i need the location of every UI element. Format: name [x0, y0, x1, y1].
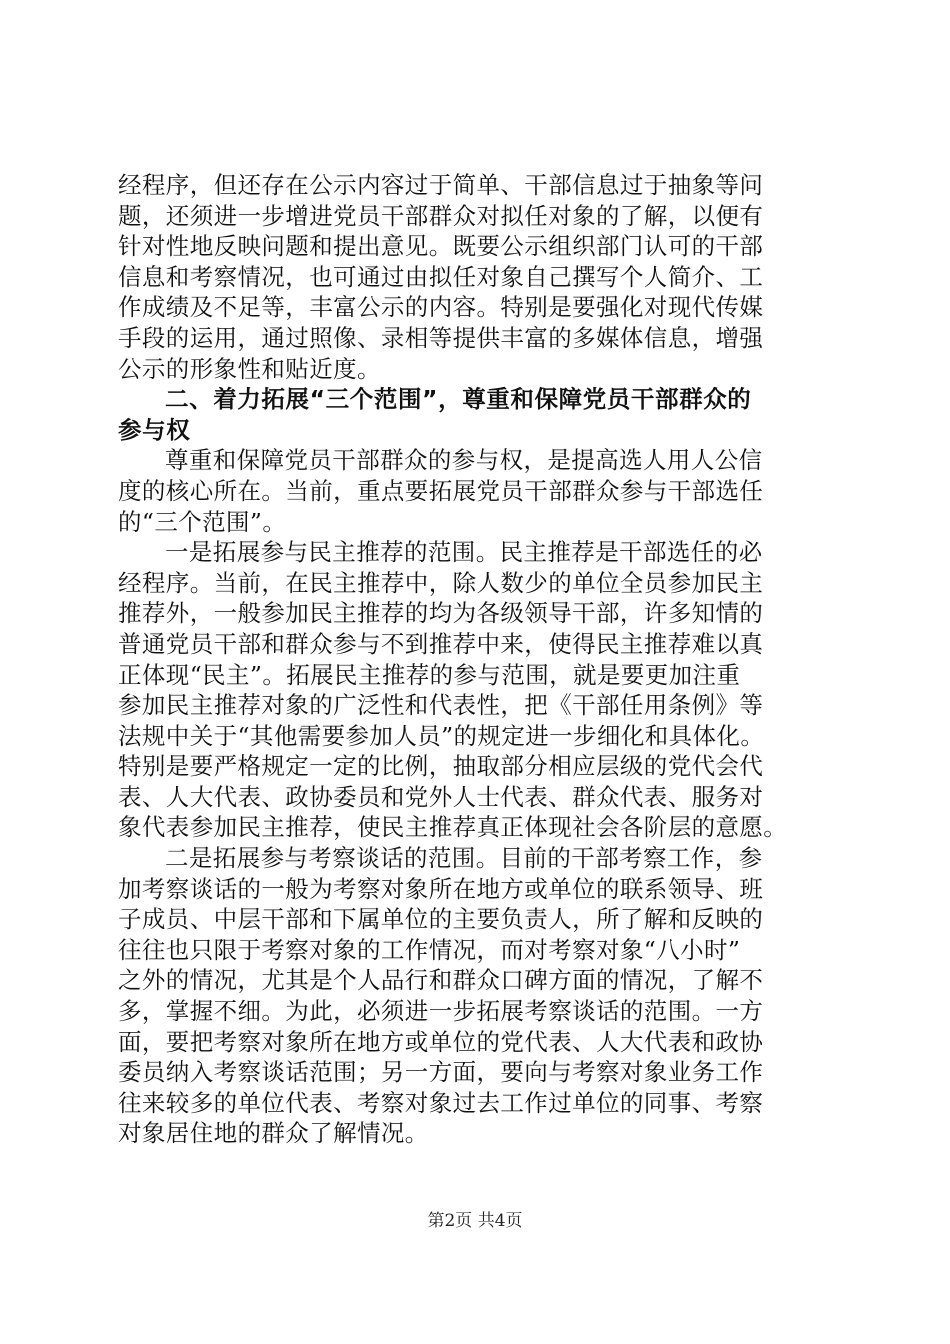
- body-text-line: 经程序。当前，在民主推荐中，除人数少的单位全员参加民主: [118, 568, 764, 597]
- body-text-line: 推荐外，一般参加民主推荐的均为各级领导干部，许多知情的: [118, 599, 764, 628]
- body-text-line: 普通党员干部和群众参与不到推荐中来，使得民主推荐难以真: [118, 629, 764, 658]
- body-text-line: 委员纳入考察谈话范围；另一方面，要向与考察对象业务工作: [118, 1058, 764, 1087]
- body-text-line: 特别是要严格规定一定的比例，抽取部分相应层级的党代会代: [118, 752, 764, 781]
- body-text-line: 子成员、中层干部和下属单位的主要负责人，所了解和反映的: [118, 905, 764, 934]
- body-text-line: 表、人大代表、政协委员和党外人士代表、群众代表、服务对: [118, 782, 764, 811]
- body-text-line: 往往也只限于考察对象的工作情况，而对考察对象“八小时”: [118, 935, 741, 964]
- body-text-line: 一是拓展参与民主推荐的范围。民主推荐是干部选任的必: [165, 538, 763, 567]
- body-text-line: 尊重和保障党员干部群众的参与权，是提高选人用人公信: [165, 446, 763, 475]
- section-heading-line: 二、着力拓展“三个范围”，尊重和保障党员干部群众的: [165, 385, 752, 414]
- body-text-line: 题，还须进一步增进党员干部群众对拟任对象的了解，以便有: [118, 201, 764, 230]
- body-text-line: 手段的运用，通过照像、录相等提供丰富的多媒体信息，增强: [118, 323, 764, 352]
- body-text-line: 的“三个范围”。: [118, 507, 287, 536]
- section-heading-line: 参与权: [118, 415, 191, 444]
- body-text-line: 参加民主推荐对象的广泛性和代表性，把《干部任用条例》等: [118, 691, 764, 720]
- document-body: [118, 170, 832, 1149]
- body-text-line: 公示的形象性和贴近度。: [118, 354, 381, 383]
- body-text-line: 多，掌握不细。为此，必须进一步拓展考察谈话的范围。一方: [118, 997, 764, 1026]
- body-text-line: 针对性地反映问题和提出意见。既要公示组织部门认可的干部: [118, 232, 764, 261]
- body-text-line: 象代表参加民主推荐，使民主推荐真正体现社会各阶层的意愿。: [118, 813, 788, 842]
- body-text-line: 作成绩及不足等，丰富公示的内容。特别是要强化对现代传媒: [118, 293, 764, 322]
- body-text-line: 法规中关于“其他需要参加人员”的规定进一步细化和具体化。: [118, 721, 765, 750]
- body-text-line: 经程序，但还存在公示内容过于简单、干部信息过于抽象等问: [118, 171, 764, 199]
- body-text-line: 正体现“民主”。拓展民主推荐的参与范围，就是要更加注重: [118, 660, 741, 689]
- body-text-line: 信息和考察情况，也可通过由拟任对象自己撰写个人简介、工: [118, 262, 764, 291]
- body-text-line: 往来较多的单位代表、考察对象过去工作过单位的同事、考察: [118, 1088, 764, 1117]
- page-footer: 第2页 共4页: [427, 1211, 523, 1231]
- body-text-line: 二是拓展参与考察谈话的范围。目前的干部考察工作，参: [165, 844, 763, 873]
- body-text-line: 之外的情况，尤其是个人品行和群众口碑方面的情况，了解不: [118, 966, 764, 995]
- body-text-line: 面，要把考察对象所在地方或单位的党代表、人大代表和政协: [118, 1027, 764, 1056]
- body-text-line: 加考察谈话的一般为考察对象所在地方或单位的联系领导、班: [118, 874, 764, 903]
- body-text-line: 对象居住地的群众了解情况。: [118, 1119, 429, 1148]
- body-text-line: 度的核心所在。当前，重点要拓展党员干部群众参与干部选任: [118, 476, 764, 505]
